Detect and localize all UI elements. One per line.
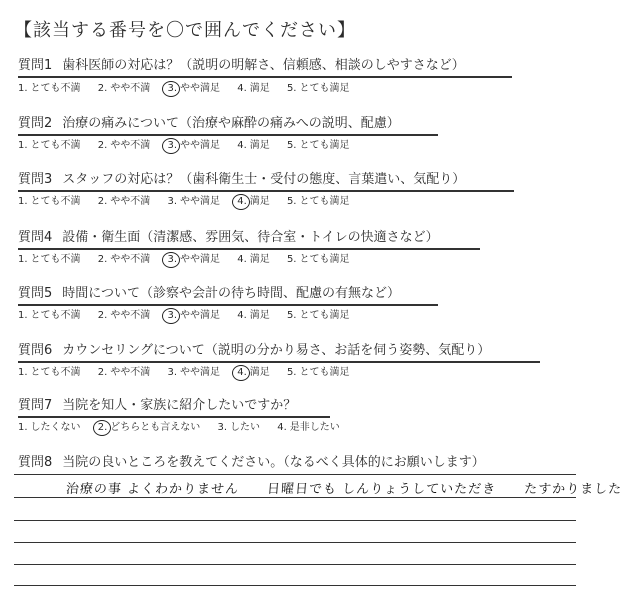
- question-label: 質問4: [18, 230, 53, 245]
- options-q5: [18, 310, 363, 322]
- question-text: 時間について（診察や会計の待ち時間、配慮の有無など）: [62, 286, 401, 301]
- question-8: [18, 455, 485, 471]
- option-1[interactable]: 1. とても不満: [18, 140, 81, 151]
- option-3[interactable]: 3. やや満足: [167, 254, 220, 266]
- option-2[interactable]: 2. やや不満: [97, 367, 151, 378]
- question-label: 質問3: [18, 172, 53, 187]
- option-4[interactable]: 4. 満足: [237, 367, 270, 379]
- option-5[interactable]: 5. とても満足: [286, 310, 350, 321]
- option-2[interactable]: 2. やや不満: [97, 196, 151, 207]
- option-4[interactable]: 4. 是非したい: [277, 422, 340, 433]
- option-4[interactable]: 4. 満足: [237, 254, 270, 265]
- option-3[interactable]: 3. やや満足: [167, 367, 221, 378]
- option-5[interactable]: 5. とても満足: [286, 254, 350, 265]
- option-2[interactable]: 2. やや不満: [97, 254, 151, 265]
- options-q2: [18, 140, 363, 152]
- option-5[interactable]: 5. とても満足: [286, 140, 350, 151]
- underline: [18, 304, 438, 306]
- question-6: [18, 343, 490, 359]
- option-2[interactable]: 2. どちらとも言えない: [98, 422, 201, 434]
- underline: [18, 248, 480, 250]
- option-1[interactable]: 1. とても不満: [18, 196, 81, 207]
- option-4[interactable]: 4. 満足: [237, 140, 270, 151]
- selected-circle: [162, 138, 180, 154]
- question-label: 質問7: [18, 398, 53, 413]
- page-title: 【該当する番号を〇で囲んでください】: [14, 20, 356, 41]
- options-q6: [18, 367, 363, 379]
- question-3: [18, 172, 465, 188]
- selected-circle: [162, 308, 180, 324]
- option-5[interactable]: 5. とても満足: [286, 367, 350, 378]
- question-label: 質問1: [18, 58, 53, 73]
- answer-part: 日曜日でも しんりょうしていただき: [266, 482, 497, 497]
- answer-line: [14, 497, 576, 498]
- answer-part: たすかりました: [523, 482, 623, 497]
- option-1[interactable]: 1. とても不満: [18, 254, 81, 265]
- question-text: 当院の良いところを教えてください。（なるべく具体的にお願いします）: [62, 455, 485, 470]
- question-5: [18, 286, 400, 302]
- question-label: 質問8: [18, 455, 53, 470]
- question-4: [18, 230, 439, 246]
- question-label: 質問5: [18, 286, 53, 301]
- option-5[interactable]: 5. とても満足: [286, 196, 350, 207]
- selected-circle: [232, 194, 250, 210]
- question-2: [18, 116, 400, 132]
- option-1[interactable]: 1. とても不満: [18, 367, 81, 378]
- options-q3: [18, 196, 363, 208]
- question-1: [18, 58, 465, 74]
- answer-line: [14, 585, 576, 586]
- option-1[interactable]: 1. とても不満: [18, 83, 81, 94]
- question-text: 当院を知人・家族に紹介したいですか？: [62, 398, 297, 413]
- answer-line: [14, 520, 576, 521]
- option-4[interactable]: 4. 満足: [237, 196, 270, 208]
- option-3[interactable]: 3. やや満足: [167, 310, 220, 322]
- option-5[interactable]: 5. とても満足: [286, 83, 350, 94]
- answer-line: [14, 474, 576, 475]
- underline: [18, 361, 540, 363]
- option-4[interactable]: 4. 満足: [237, 83, 270, 94]
- question-label: 質問2: [18, 116, 53, 131]
- question-label: 質問6: [18, 343, 53, 358]
- option-2[interactable]: 2. やや不満: [97, 83, 151, 94]
- underline: [18, 76, 512, 78]
- question-text: 歯科医師の対応は？（説明の明解さ、信頼感、相談のしやすさなど）: [62, 58, 465, 73]
- option-3[interactable]: 3. やや満足: [167, 140, 220, 152]
- option-1[interactable]: 1. したくない: [18, 422, 81, 433]
- option-3[interactable]: 3. やや満足: [167, 83, 220, 95]
- option-2[interactable]: 2. やや不満: [97, 310, 151, 321]
- underline: [18, 416, 330, 418]
- option-3[interactable]: 3. やや満足: [167, 196, 221, 207]
- handwritten-answer: [65, 478, 624, 497]
- question-text: 設備・衛生面（清潔感、雰囲気、待合室・トイレの快適さなど）: [62, 230, 439, 245]
- underline: [18, 190, 514, 192]
- question-7: [18, 398, 296, 414]
- underline: [18, 134, 438, 136]
- options-q1: [18, 83, 363, 95]
- selected-circle: [93, 420, 111, 436]
- selected-circle: [232, 365, 250, 381]
- question-text: カウンセリングについて（説明の分かり易さ、お話を伺う姿勢、気配り）: [62, 343, 491, 358]
- answer-line: [14, 564, 576, 565]
- answer-part: 治療の事 よくわかりません: [65, 482, 240, 497]
- question-text: スタッフの対応は？（歯科衛生士・受付の態度、言葉遣い、気配り）: [62, 172, 466, 187]
- question-text: 治療の痛みについて（治療や麻酔の痛みへの説明、配慮）: [62, 116, 400, 131]
- selected-circle: [162, 252, 180, 268]
- options-q7: [18, 422, 354, 434]
- option-2[interactable]: 2. やや不満: [97, 140, 151, 151]
- answer-line: [14, 542, 576, 543]
- option-1[interactable]: 1. とても不満: [18, 310, 81, 321]
- options-q4: [18, 254, 363, 266]
- option-4[interactable]: 4. 満足: [237, 310, 270, 321]
- selected-circle: [162, 81, 180, 97]
- option-3[interactable]: 3. したい: [217, 422, 261, 433]
